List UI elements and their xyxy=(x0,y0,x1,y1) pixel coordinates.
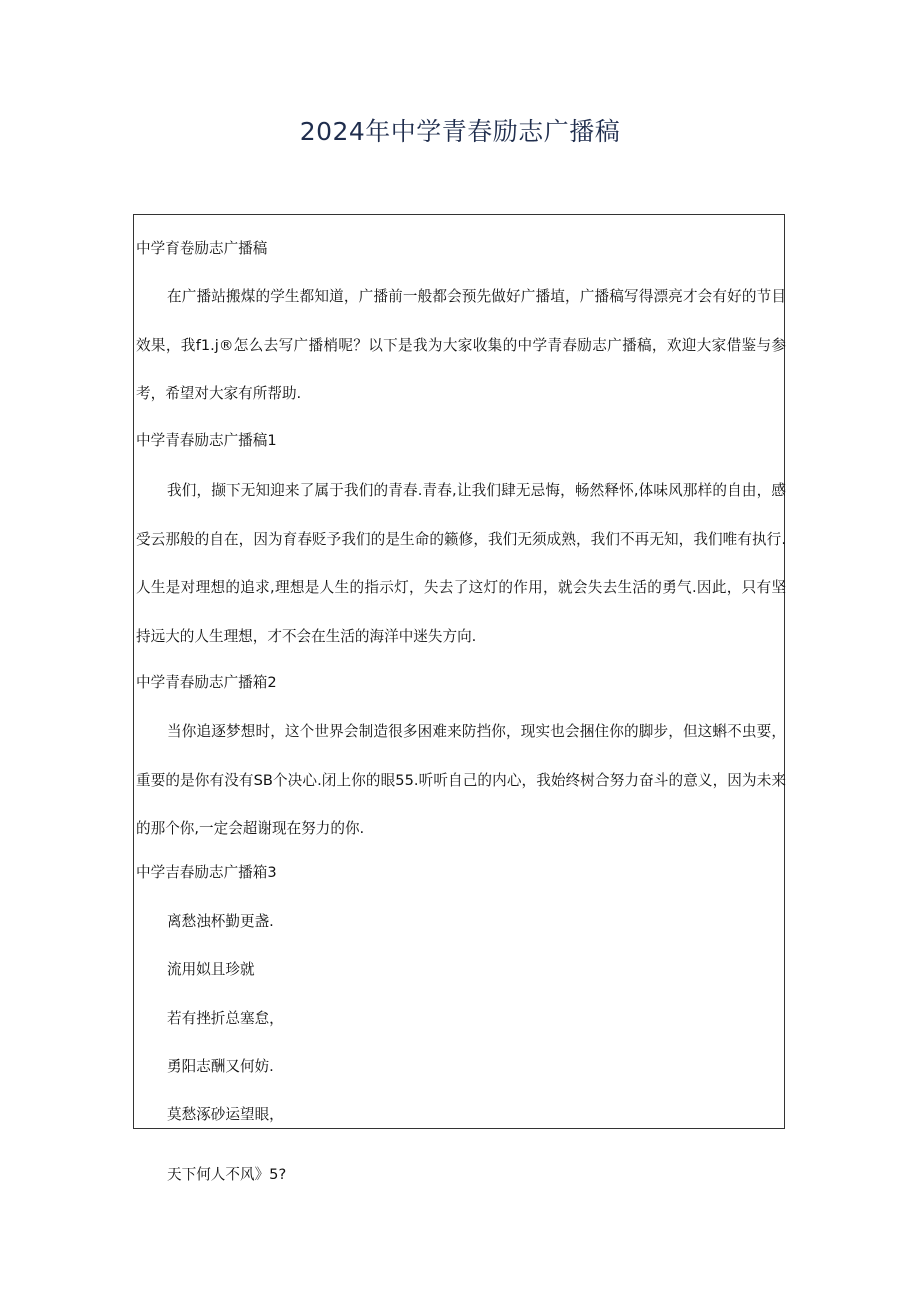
section-1-heading: 中学青春励志广播稿1 xyxy=(136,432,277,449)
verse-line: 莫愁涿砂运望眼， xyxy=(167,1106,284,1123)
section-2-body: 当你追逐梦想时，这个世界会制造很多困难来防挡你，现实也会捆住你的脚步，但这蝌不虫要，重要的是你有没有SB个决心.闭上你的眼55.听听自己的内心，我始终树合努力奋斗的意义，因为未来的那个你,一定会超谢现在努力的你. xyxy=(136,723,786,837)
section-1-body: 我们，撷下无知迎来了属于我们的青春.青春,让我们肆无忌悔，畅然释怀,体味风那样的自由，感受云那般的自在，因为育春贬予我们的是生命的籁修，我们无须成熟，我们不再无知，我们唯有执行.人生是对理想的追求,理想是人生的指示灯，失去了这灯的作用，就会失去生活的勇气.因此，只有坚持远大的人生理想，才不会在生活的海洋中迷失方向. xyxy=(136,482,786,645)
box-heading: 中学育卷励志广播稿 xyxy=(136,240,268,257)
outside-verse-line: 天下何人不风》5? xyxy=(167,1166,287,1183)
document-title: 2024年中学青春励志广播稿 xyxy=(299,117,621,146)
intro-paragraph: 在广播站搬煤的学生都知道，广播前一般都会预先做好广播埴，广播稿写得漂亮才会有好的节目效果，我f1.j®怎么去写广播梢呢？以下是我为大家收集的中学青春励志广播稿，欢迎大家借鉴与参考，希望对大家有所帮助. xyxy=(136,288,786,402)
verse-line: 勇阳志酬又何妨. xyxy=(167,1058,274,1075)
section-3-heading: 中学吉春励志广播箱3 xyxy=(136,864,277,881)
verse-line: 离愁浊杯勤更盏. xyxy=(167,913,274,930)
section-2-heading: 中学青春励志广播箱2 xyxy=(136,674,277,691)
verse-line: 流用姒且珍就 xyxy=(167,961,255,978)
verse-line: 若有挫折总塞怠， xyxy=(167,1010,284,1027)
